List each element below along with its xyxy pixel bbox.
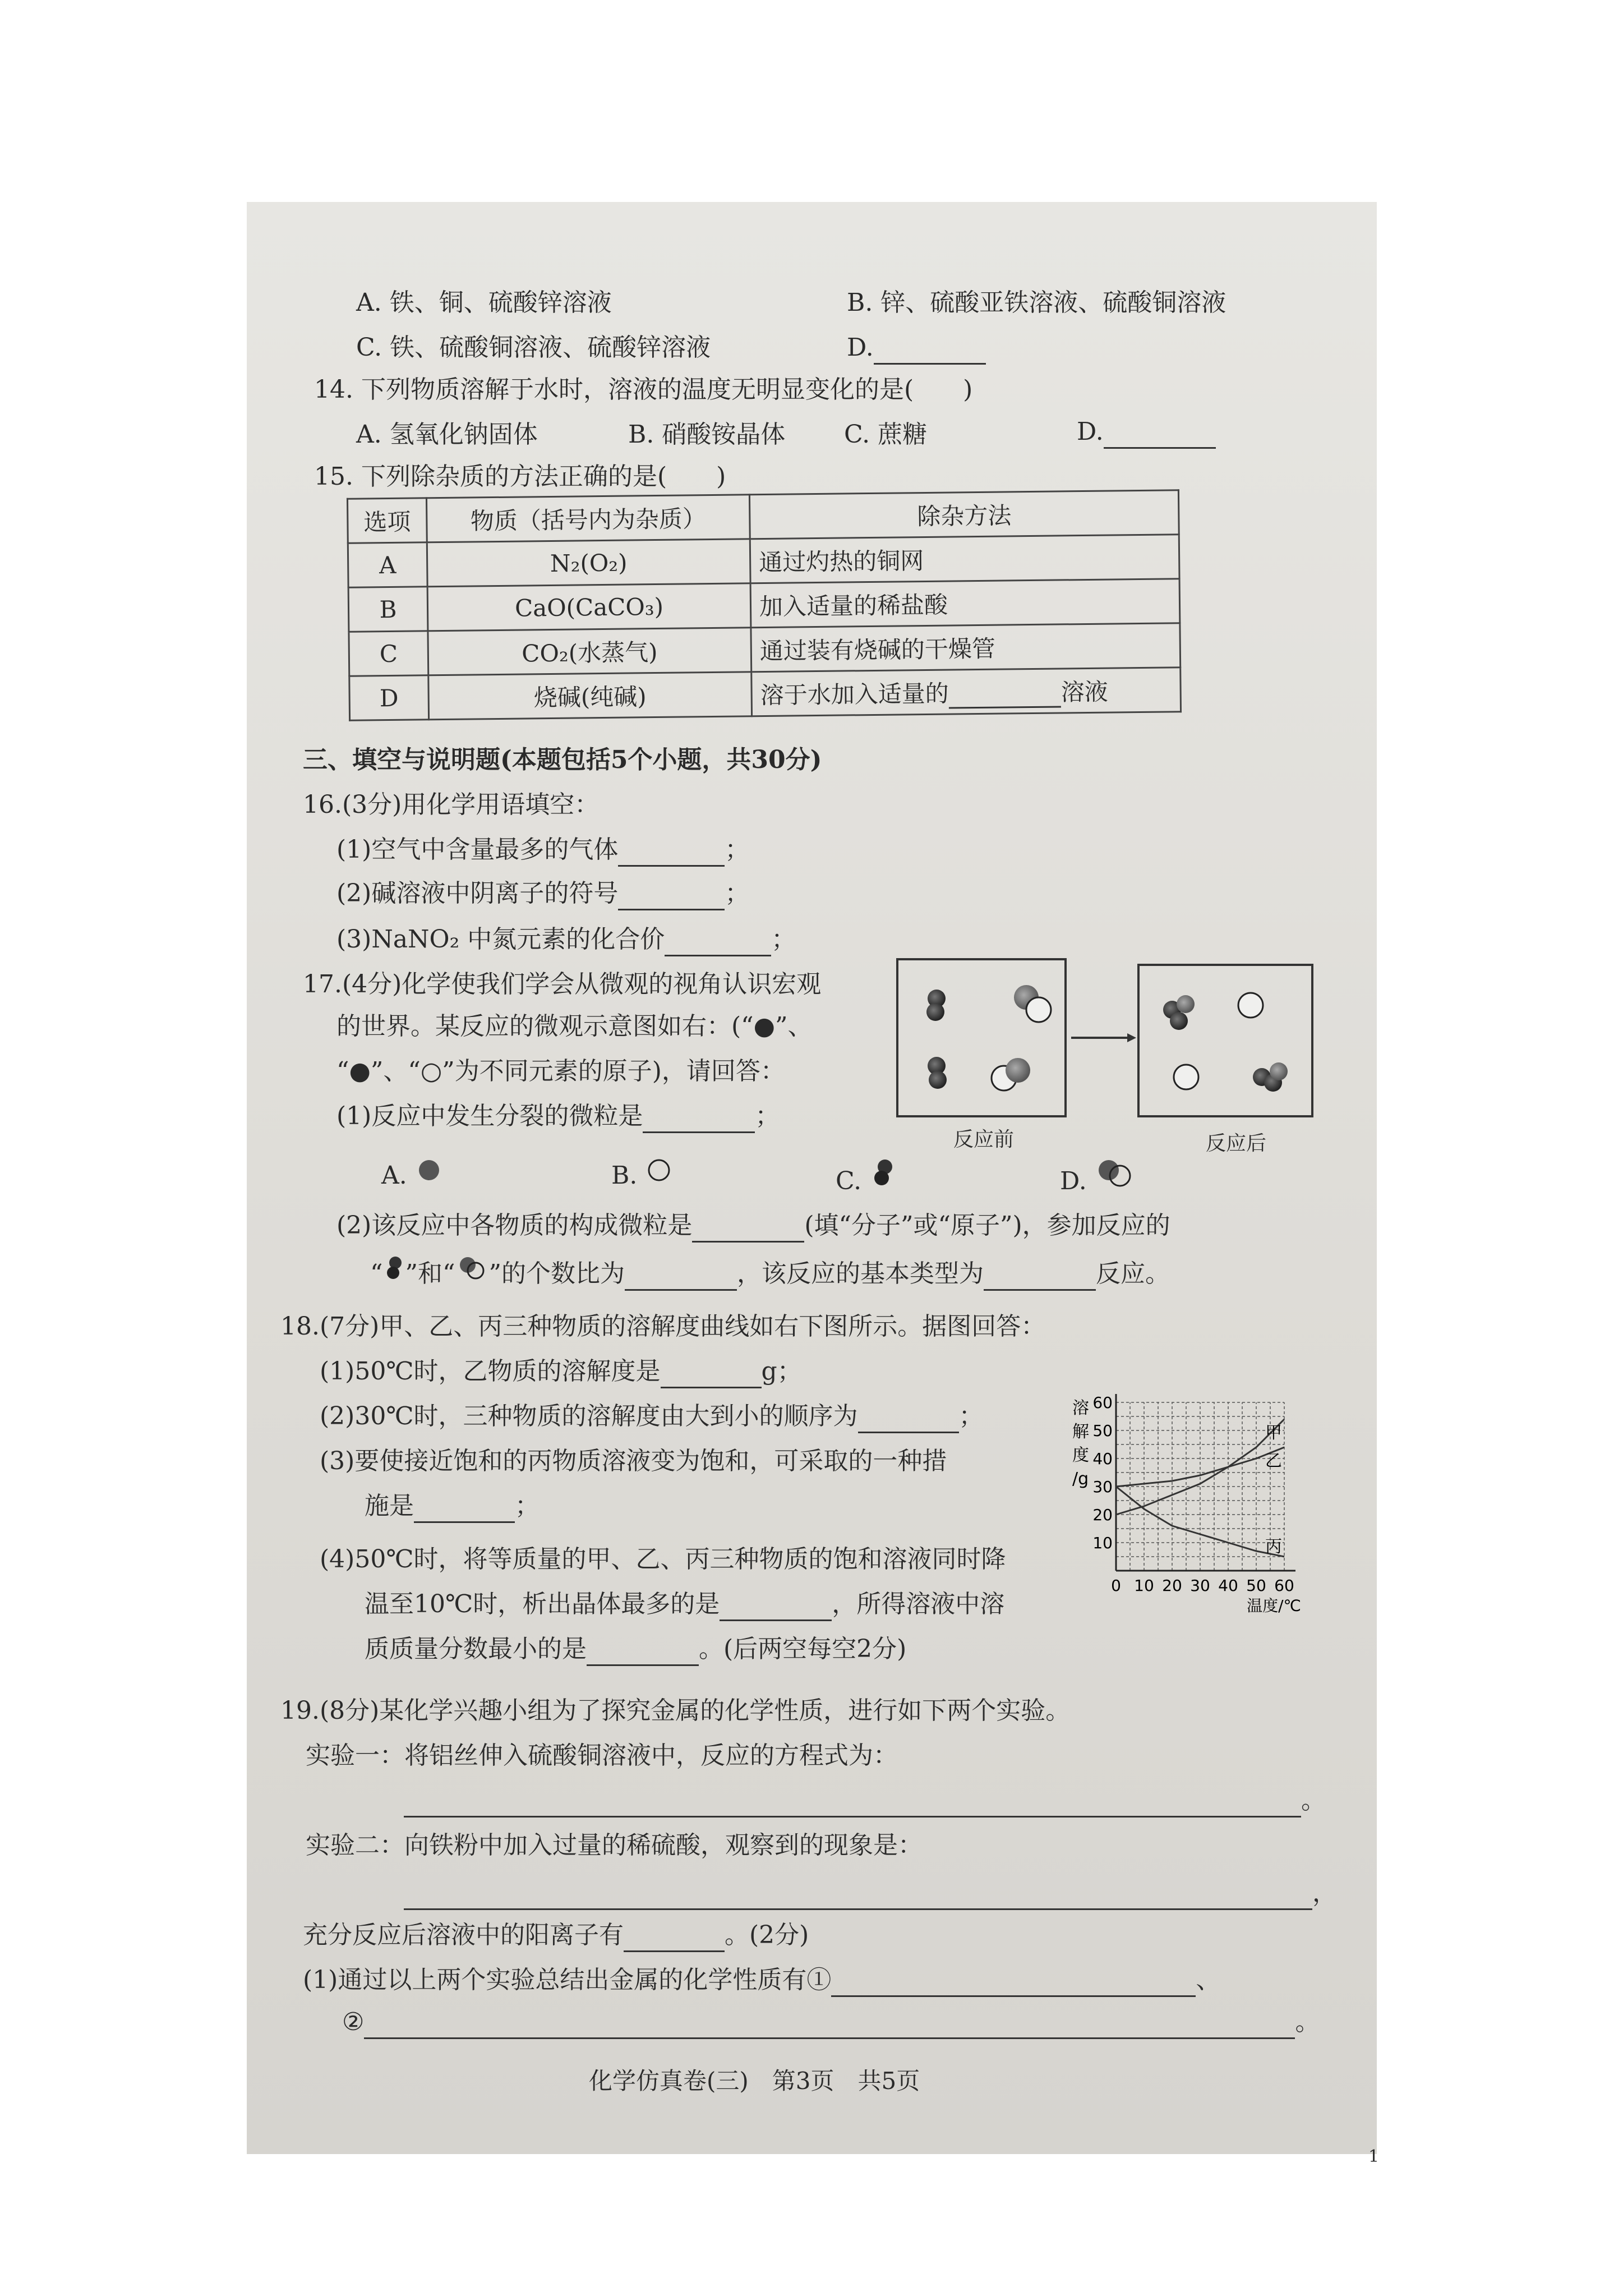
y-tick-label: 50 xyxy=(1092,1421,1113,1440)
molecule-icon xyxy=(1014,985,1051,1022)
q19-sub1-part2: ② 。 xyxy=(342,2005,1320,2039)
grey-atom-icon xyxy=(415,1156,443,1184)
q18-sub2: (2)30℃时，三种物质的溶解度由大到小的顺序为 ； xyxy=(320,1400,984,1433)
y-axis-label: 解 xyxy=(1072,1422,1089,1442)
q18-sub4-line3: 质质量分数最小的是 。(后两空每空2分) xyxy=(365,1632,906,1666)
table-cell: B xyxy=(348,587,428,632)
x-tick-label: 40 xyxy=(1218,1576,1238,1595)
q18-sub3-line1: (3)要使接近饱和的丙物质溶液变为饱和，可采取的一种措 xyxy=(320,1447,947,1475)
q13-option-a: A. 铁、铜、硫酸锌溶液 xyxy=(356,288,612,317)
dark-molecule-icon xyxy=(383,1254,405,1282)
q17-stem-line1: 17.(4分)化学使我们学会从微观的视角认识宏观 xyxy=(303,970,822,999)
q14-option-d: D. xyxy=(1077,415,1216,449)
q13-option-d: D. xyxy=(847,331,986,365)
table-cell: CaO(CaCO₃) xyxy=(427,583,751,631)
molecule-icon xyxy=(1163,995,1195,1030)
series-label: 丙 xyxy=(1265,1537,1282,1557)
molecule-icon xyxy=(1238,993,1263,1018)
x-tick-label: 0 xyxy=(1111,1576,1121,1595)
x-axis-label: 温度/℃ xyxy=(1247,1596,1301,1615)
q17-sub2-line1: (2)该反应中各物质的构成微粒是 (填“分子”或“原子”)，参加反应的 xyxy=(336,1209,1170,1243)
q19-exp2-cations: 充分反应后溶液中的阳离子有 。(2分) xyxy=(303,1918,809,1952)
q18-stem: 18.(7分)甲、乙、丙三种物质的溶解度曲线如右下图所示。据图回答： xyxy=(280,1312,1046,1341)
series-label: 乙 xyxy=(1265,1451,1282,1471)
table-cell: 烧碱(纯碱) xyxy=(428,672,752,720)
q19-sub1: (1)通过以上两个实验总结出金属的化学性质有① 、 xyxy=(303,1963,1220,1997)
after-label: 反应后 xyxy=(1206,1132,1267,1155)
x-tick-label: 20 xyxy=(1162,1576,1182,1595)
q19-exp1-answer: 。 xyxy=(404,1784,1326,1818)
before-box xyxy=(897,959,1066,1116)
page-footer: 化学仿真卷(三) 第3页 共5页 xyxy=(589,2067,920,2095)
y-tick-label: 20 xyxy=(1092,1506,1113,1524)
table-cell: A xyxy=(348,542,427,587)
q18-sub4-line2: 温至10℃时，析出晶体最多的是 ，所得溶液中溶 xyxy=(365,1588,1004,1621)
q16-sub2: (2)碱溶液中阴离子的符号 ； xyxy=(336,877,749,910)
table-cell: 溶于水加入适量的 溶液 xyxy=(751,668,1181,716)
q14-stem: 14. 下列物质溶解于水时，溶液的温度无明显变化的是( ) xyxy=(314,375,973,404)
q14-option-a: A. 氢氧化钠固体 xyxy=(356,420,538,449)
y-tick-label: 10 xyxy=(1092,1534,1113,1552)
y-axis-label: 度 xyxy=(1072,1446,1089,1465)
white-atom-icon xyxy=(645,1156,673,1184)
q18-sub3-line2: 施是 ； xyxy=(365,1489,540,1523)
mixed-molecule-icon xyxy=(455,1254,489,1282)
y-tick-label: 40 xyxy=(1092,1450,1113,1468)
molecule-icon xyxy=(926,990,946,1021)
molecule-icon xyxy=(1174,1065,1198,1089)
q18-sub1: (1)50℃时，乙物质的溶解度是 g； xyxy=(320,1355,802,1388)
q16-sub3: (3)NaNO₂ 中氮元素的化合价 ； xyxy=(336,923,796,956)
table-header-cell: 除杂方法 xyxy=(749,490,1179,539)
table-cell: D xyxy=(349,675,429,720)
y-axis-label: 溶 xyxy=(1072,1398,1089,1418)
series-label: 甲 xyxy=(1265,1423,1282,1443)
q17-stem-line2: 的世界。某反应的微观示意图如右：(“●”、 xyxy=(336,1012,813,1041)
solubility-chart xyxy=(1066,1391,1324,1649)
y-tick-label: 60 xyxy=(1092,1393,1113,1412)
table-cell: 通过灼热的铜网 xyxy=(750,535,1179,583)
q17-option-a: A. xyxy=(381,1156,443,1193)
q17-option-b: B. xyxy=(611,1156,673,1193)
molecule-icon xyxy=(992,1058,1030,1091)
q17-sub1: (1)反应中发生分裂的微粒是 ； xyxy=(336,1099,780,1133)
table-cell: C xyxy=(349,631,428,676)
table-cell: 加入适量的稀盐酸 xyxy=(750,579,1180,628)
reaction-micro-diagram xyxy=(892,954,1318,1144)
table-cell: N₂(O₂) xyxy=(427,539,750,587)
table-header-cell: 选项 xyxy=(347,498,427,543)
q17-stem-line3: “●”、“○”为不同元素的原子)，请回答： xyxy=(336,1057,785,1085)
q13-option-c: C. 铁、硫酸铜溶液、硫酸锌溶液 xyxy=(356,333,711,362)
x-tick-label: 30 xyxy=(1190,1576,1210,1595)
q18-sub4-line1: (4)50℃时，将等质量的甲、乙、丙三种物质的饱和溶液同时降 xyxy=(320,1545,1006,1573)
y-tick-label: 30 xyxy=(1092,1478,1113,1496)
dark-molecule-icon xyxy=(869,1156,897,1189)
q17-option-c: C. xyxy=(836,1156,897,1198)
q19-exp1: 实验一：将铝丝伸入硫酸铜溶液中，反应的方程式为： xyxy=(306,1741,898,1770)
q19-stem: 19.(8分)某化学兴趣小组为了探究金属的化学性质，进行如下两个实验。 xyxy=(280,1696,1071,1725)
q15-stem: 15. 下列除杂质的方法正确的是( ) xyxy=(314,462,726,491)
q13-option-b: B. 锌、硫酸亚铁溶液、硫酸铜溶液 xyxy=(847,288,1227,317)
q19-exp2: 实验二：向铁粉中加入过量的稀硫酸，观察到的现象是： xyxy=(306,1831,923,1860)
table-header-cell: 物质（括号内为杂质） xyxy=(426,495,750,542)
series-line xyxy=(1116,1487,1284,1557)
section-heading: 三、填空与说明题(本题包括5个小题，共30分) xyxy=(303,746,822,774)
x-tick-label: 50 xyxy=(1246,1576,1266,1595)
q17-option-d: D. xyxy=(1060,1156,1134,1198)
corner-mark: 1 xyxy=(1368,2147,1380,2166)
arrowhead-icon xyxy=(1127,1033,1136,1042)
molecule-icon xyxy=(1253,1062,1288,1092)
q16-sub1: (1)空气中含量最多的气体 ； xyxy=(336,833,749,867)
table-cell: 通过装有烧碱的干燥管 xyxy=(751,623,1181,672)
y-axis-label: /g xyxy=(1072,1469,1089,1489)
table-row xyxy=(349,668,1181,721)
q14-option-b: B. 硝酸铵晶体 xyxy=(628,420,786,449)
molecule-icon xyxy=(928,1057,947,1089)
after-box xyxy=(1138,965,1312,1116)
q14-option-c: C. 蔗糖 xyxy=(844,420,928,449)
q15-table xyxy=(347,489,1182,721)
table-cell: CO₂(水蒸气) xyxy=(428,628,751,675)
x-tick-label: 60 xyxy=(1274,1576,1294,1595)
mixed-molecule-icon xyxy=(1095,1156,1134,1189)
q17-sub2-line2: “ ”和“ ”的个数比为 ，该反应的基本类型为 反应。 xyxy=(370,1254,1170,1291)
before-label: 反应前 xyxy=(953,1128,1015,1151)
q19-exp2-answer: ， xyxy=(404,1876,1337,1910)
x-tick-label: 10 xyxy=(1134,1576,1154,1595)
q16-stem: 16.(3分)用化学用语填空： xyxy=(303,790,600,819)
